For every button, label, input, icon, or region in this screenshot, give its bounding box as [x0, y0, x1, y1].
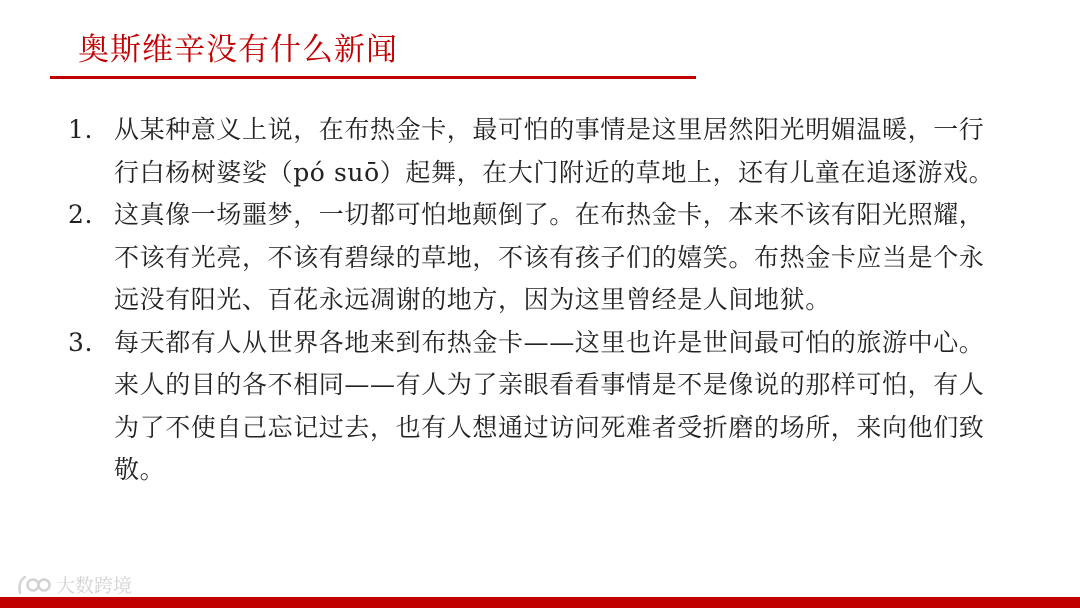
footer-bar: [0, 597, 1080, 608]
passage-text: 从某种意义上说，在布热金卡，最可怕的事情是这里居然阳光明媚温暖，一行行白杨树婆娑（pó suō）起舞，在大门附近的草地上，还有儿童在追逐游戏。: [114, 115, 995, 187]
passage-number: 3.: [68, 327, 94, 357]
logo-mark-icon: [16, 573, 52, 597]
watermark-text: 大数跨境: [56, 575, 133, 597]
passage-item-3: [58, 322, 1008, 492]
passage-number: 1.: [68, 115, 94, 144]
passage-number: 2.: [68, 200, 94, 229]
passage-text: 每天都有人从世界各地来到布热金卡——这里也许是世间最可怕的旅游中心。来人的目的各不相同——有人为了亲眼看看事情是不是像说的那样可怕，有人为了不使自己忘记过去，也有人想通过访问死难者受折磨的场所，来向他们致敬。: [114, 327, 985, 484]
title-underline: [50, 76, 696, 79]
slide-title: 奥斯维辛没有什么新闻: [78, 32, 398, 68]
passage-item-1: [58, 109, 1008, 194]
passage-text: 这真像一场噩梦，一切都可怕地颠倒了。在布热金卡，本来不该有阳光照耀，不该有光亮，不该有碧绿的草地，不该有孩子们的嬉笑。布热金卡应当是个永远没有阳光、百花永远凋谢的地方，因为这里曾经是人间地狱。: [114, 200, 985, 314]
passage-list: [58, 109, 1008, 492]
watermark: [16, 571, 132, 598]
passage-item-2: [58, 194, 1008, 322]
